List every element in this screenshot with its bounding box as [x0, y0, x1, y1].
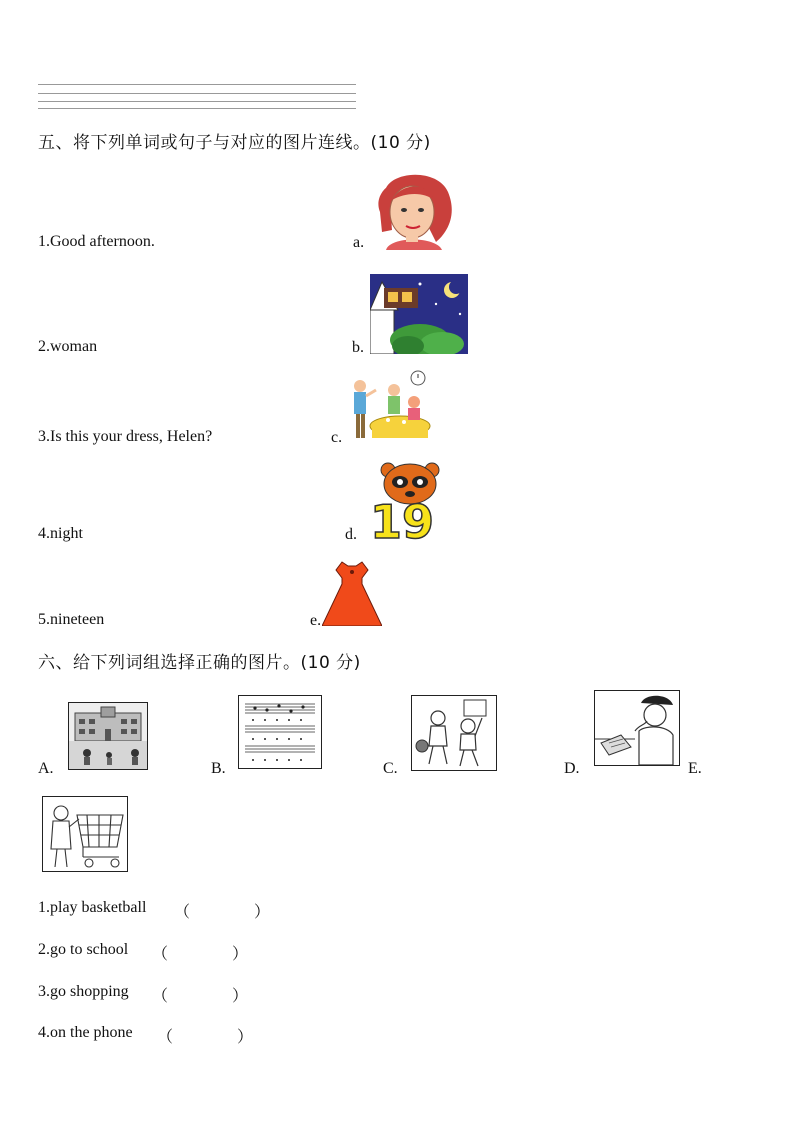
- number-19-text: 19: [370, 495, 435, 542]
- man-phone-picture: [594, 690, 680, 766]
- night-house-picture: [370, 274, 468, 354]
- s6-letter-a: A.: [38, 760, 54, 777]
- red-dress-picture: [322, 560, 382, 626]
- s5-letter-c: c.: [331, 429, 343, 446]
- top-rule-1: [38, 84, 356, 85]
- s5-item-3: 3.Is this your dress, Helen?: [38, 428, 213, 445]
- panda-19-picture: [368, 462, 454, 542]
- s6-blank-2[interactable]: （ ）: [152, 946, 249, 963]
- s5-letter-a: a.: [353, 234, 365, 251]
- s5-letter-e: e.: [310, 612, 322, 629]
- s6-letter-c: C.: [383, 760, 398, 777]
- top-rule-4: [38, 108, 356, 109]
- s6-item-4: 4.on the phone: [38, 1024, 133, 1041]
- music-score-picture: [238, 695, 322, 769]
- s5-item-1: 1.Good afternoon.: [38, 233, 155, 250]
- s6-item-2: 2.go to school: [38, 941, 129, 958]
- section-5-title: 五、将下列单词或句子与对应的图片连线。(10 分): [38, 133, 431, 153]
- s5-item-2: 2.woman: [38, 338, 98, 355]
- s6-blank-3[interactable]: （ ）: [152, 988, 249, 1005]
- boys-basketball-picture: [411, 695, 497, 771]
- s6-blank-1[interactable]: （ ）: [174, 904, 271, 921]
- top-rule-3: [38, 101, 356, 102]
- girl-shopping-picture: [42, 796, 128, 872]
- s6-letter-b: B.: [211, 760, 226, 777]
- school-building-picture: [68, 702, 148, 770]
- s6-letter-e: E.: [688, 760, 702, 777]
- s6-blank-4[interactable]: （ ）: [157, 1029, 254, 1046]
- s6-letter-d: D.: [564, 760, 580, 777]
- family-table-picture: [348, 368, 432, 444]
- section-6-title: 六、给下列词组选择正确的图片。(10 分): [38, 653, 361, 673]
- woman-face-picture: [366, 172, 454, 250]
- top-rule-2: [38, 93, 356, 94]
- s5-item-5: 5.nineteen: [38, 611, 105, 628]
- s6-item-1: 1.play basketball: [38, 899, 147, 916]
- s5-letter-b: b.: [352, 339, 364, 356]
- s5-letter-d: d.: [345, 526, 357, 543]
- s5-item-4: 4.night: [38, 525, 83, 542]
- s6-item-3: 3.go shopping: [38, 983, 129, 1000]
